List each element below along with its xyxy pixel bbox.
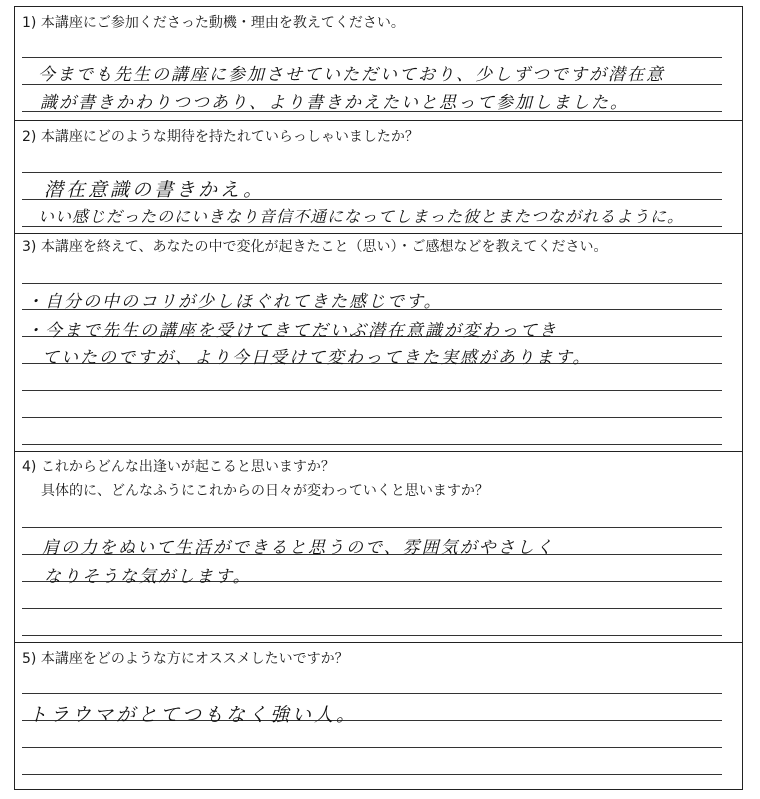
section-divider (14, 120, 743, 121)
answer-1-line-2: 識が書きかわりつつあり、より書きかえたいと思って参加しました。 (40, 93, 629, 113)
question-1-text: 1) 本講座にご参加くださった動機・理由を教えてください。 (22, 15, 405, 31)
answer-4-line-2: なりそうな気がします。 (44, 567, 252, 587)
section-divider (14, 451, 743, 452)
answer-line (22, 747, 722, 748)
answer-3-line-3: ていたのですが、より今日受けて変わってきた実感があります。 (42, 348, 592, 368)
answer-line (22, 283, 722, 284)
question-4-text: 4) これからどんな出逢いが起こると思いますか？ (22, 459, 335, 475)
answer-4-line-1: 肩の力をぬいて生活ができると思うので、雰囲気がやさしく (42, 538, 555, 558)
answer-line (22, 693, 722, 694)
answer-2-line-1: 潜在意識の書きかえ。 (44, 179, 266, 201)
section-divider (14, 233, 743, 234)
answer-line (22, 417, 722, 418)
answer-3-line-1: ・自分の中のコリが少しほぐれてきた感じです。 (26, 292, 443, 312)
answer-line (22, 774, 722, 775)
answer-line (22, 390, 722, 391)
answer-2-line-2: いい感じだったのにいきなり音信不通になってしまった彼とまたつながれるように。 (38, 207, 685, 226)
answer-line (22, 444, 722, 445)
answer-1-line-1: 今までも先生の講座に参加させていただいており、少しずつですが潜在意 (38, 65, 665, 85)
question-3-text: 3) 本講座を終えて、あなたの中で変化が起きたこと（思い）・ご感想などを教えてください。 (22, 239, 608, 255)
answer-line (22, 172, 722, 173)
survey-form (14, 6, 743, 790)
question-4-subtext: 具体的に、どんなふうにこれからの日々が変わっていくと思いますか？ (41, 483, 489, 499)
answer-line (22, 608, 722, 609)
answer-line (22, 57, 722, 58)
answer-line (22, 527, 722, 528)
answer-3-line-2: ・今まで先生の講座を受けてきてだいぶ潜在意識が変わってき (26, 321, 558, 341)
answer-5-line-1: トラウマがとてつもなく強い人。 (28, 704, 359, 726)
section-divider (14, 642, 743, 643)
question-2-text: 2) 本講座にどのような期待を持たれていらっしゃいましたか？ (22, 129, 419, 145)
question-5-text: 5) 本講座をどのような方にオススメしたいですか？ (22, 651, 349, 667)
answer-line (22, 635, 722, 636)
